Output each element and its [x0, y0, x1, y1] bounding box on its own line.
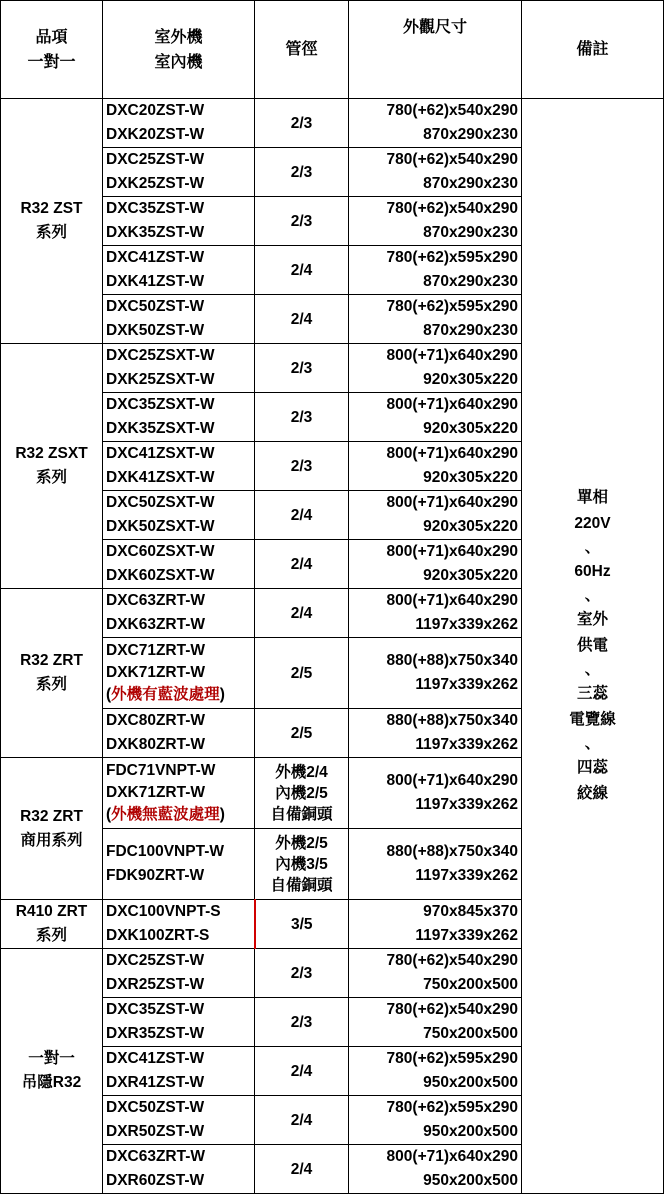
remark-line: 、	[584, 539, 601, 556]
category-label: R32 ZST	[20, 200, 83, 217]
dimensions-cell	[349, 949, 522, 998]
note-open-paren: (	[106, 806, 112, 823]
pipe-cell	[255, 344, 349, 393]
category-label: 一對一	[28, 1050, 75, 1067]
dimension-value: 920x305x220	[423, 567, 518, 584]
dimensions-cell	[349, 393, 522, 442]
pipe-size: 內機3/5	[275, 855, 328, 873]
dimension-value: 780(+62)x595x290	[386, 249, 518, 266]
remark-line: 220V	[574, 515, 611, 532]
pipe-size: 2/3	[290, 1013, 313, 1031]
pipe-cell	[255, 295, 349, 344]
model-name: DXC20ZST-W	[106, 102, 205, 119]
category-label: R32 ZSXT	[15, 445, 88, 462]
pipe-size: 自備銅頭	[270, 805, 333, 823]
model-note	[106, 684, 254, 706]
model-cell	[103, 758, 255, 829]
dimension-value: 920x305x220	[423, 469, 518, 486]
pipe-size: 2/3	[290, 408, 313, 426]
model-name: FDC71VNPT-W	[106, 762, 216, 779]
note-text: 外機無藍波處理	[111, 806, 220, 823]
note-text: 外機有藍波處理	[111, 686, 220, 703]
remark-line: 、	[584, 587, 601, 604]
dimension-value: 780(+62)x540x290	[386, 952, 518, 969]
remark-line: 60Hz	[574, 563, 611, 580]
model-cell	[103, 344, 255, 393]
model-name: DXC41ZST-W	[106, 1050, 205, 1067]
note-open-paren: (	[106, 686, 112, 703]
dimensions-cell	[349, 246, 522, 295]
model-cell	[103, 442, 255, 491]
dimension-value: 780(+62)x595x290	[386, 298, 518, 315]
pipe-size: 2/3	[290, 114, 313, 132]
model-name: DXR25ZST-W	[106, 976, 205, 993]
header-remarks: 備註	[522, 1, 664, 99]
dimension-value: 780(+62)x540x290	[386, 1001, 518, 1018]
dimension-value: 870x290x230	[423, 273, 518, 290]
dimensions-cell	[349, 1047, 522, 1096]
header-category-line: 一對一	[27, 53, 76, 71]
model-name: DXC25ZST-W	[106, 151, 205, 168]
model-cell	[103, 295, 255, 344]
pipe-size: 2/5	[290, 724, 313, 742]
pipe-size: 3/5	[290, 915, 313, 933]
dimension-value: 1197x339x262	[415, 736, 518, 753]
pipe-size: 2/4	[290, 555, 313, 573]
header-category-line: 品項	[35, 28, 68, 46]
dimensions-cell	[349, 99, 522, 148]
dimension-value: 950x200x500	[423, 1172, 518, 1189]
dimension-value: 870x290x230	[423, 175, 518, 192]
dimension-value: 780(+62)x540x290	[386, 151, 518, 168]
model-name: DXR50ZST-W	[106, 1123, 205, 1140]
dimension-value: 780(+62)x595x290	[386, 1099, 518, 1116]
header-model-line: 室內機	[154, 53, 203, 71]
model-cell	[103, 246, 255, 295]
remark-line: 絞線	[576, 785, 608, 802]
header-row	[1, 1, 664, 99]
dimension-value: 780(+62)x540x290	[386, 200, 518, 217]
pipe-size: 2/4	[290, 310, 313, 328]
model-cell	[103, 1145, 255, 1194]
pipe-cell	[255, 589, 349, 638]
dimension-value: 800(+71)x640x290	[386, 445, 518, 462]
category-cell	[1, 589, 103, 758]
pipe-cell	[255, 99, 349, 148]
pipe-cell	[255, 148, 349, 197]
model-cell	[103, 148, 255, 197]
pipe-cell	[255, 638, 349, 709]
model-name: DXC100VNPT-S	[106, 903, 221, 920]
dimension-value: 950x200x500	[423, 1074, 518, 1091]
model-name: DXK80ZRT-W	[106, 736, 206, 753]
dimension-value: 780(+62)x540x290	[386, 102, 518, 119]
remark-line: 單相	[576, 489, 608, 506]
model-cell	[103, 393, 255, 442]
pipe-cell	[255, 442, 349, 491]
model-name: DXK71ZRT-W	[106, 784, 206, 801]
dimension-value: 880(+88)x750x340	[386, 652, 518, 669]
category-label: R32 ZRT	[20, 652, 83, 669]
dimension-value: 870x290x230	[423, 224, 518, 241]
remark-line: 三蕊	[576, 685, 608, 702]
dimensions-cell	[349, 148, 522, 197]
model-name: DXC63ZRT-W	[106, 592, 206, 609]
pipe-cell	[255, 1096, 349, 1145]
model-cell	[103, 491, 255, 540]
category-label: R410 ZRT	[15, 903, 88, 920]
model-cell	[103, 540, 255, 589]
model-cell	[103, 998, 255, 1047]
model-name: DXK20ZST-W	[106, 126, 205, 143]
category-label: 商用系列	[20, 831, 83, 849]
dimension-value: 800(+71)x640x290	[386, 592, 518, 609]
dimension-value: 920x305x220	[423, 420, 518, 437]
pipe-cell	[255, 491, 349, 540]
remark-line: 供電	[576, 637, 608, 654]
pipe-size: 2/3	[290, 964, 313, 982]
model-name: DXC71ZRT-W	[106, 642, 206, 659]
model-name: DXC50ZST-W	[106, 1099, 205, 1116]
pipe-size: 內機2/5	[275, 784, 328, 802]
category-label: 系列	[35, 469, 67, 486]
category-label: 系列	[35, 676, 67, 693]
dimension-value: 880(+88)x750x340	[386, 712, 518, 729]
pipe-size: 自備銅頭	[270, 876, 333, 894]
dimensions-cell	[349, 998, 522, 1047]
dimensions-cell	[349, 829, 522, 900]
header-pipe: 管徑	[255, 1, 349, 99]
dimension-value: 1197x339x262	[415, 796, 518, 813]
model-name: DXK50ZST-W	[106, 322, 205, 339]
model-name: DXK50ZSXT-W	[106, 518, 215, 535]
dimensions-cell	[349, 344, 522, 393]
dimension-value: 1197x339x262	[415, 616, 518, 633]
model-name: DXC41ZST-W	[106, 249, 205, 266]
header-model-line: 室外機	[154, 28, 203, 46]
pipe-size: 2/3	[290, 457, 313, 475]
model-cell	[103, 709, 255, 758]
dimension-value: 1197x339x262	[415, 676, 518, 693]
model-name: DXR41ZST-W	[106, 1074, 205, 1091]
model-cell	[103, 1047, 255, 1096]
dimension-value: 800(+71)x640x290	[386, 494, 518, 511]
remark-line: 、	[584, 735, 601, 752]
model-name: DXR35ZST-W	[106, 1025, 205, 1042]
remark-line: 電覽線	[569, 711, 616, 728]
category-cell	[1, 949, 103, 1194]
dimension-value: 800(+71)x640x290	[386, 347, 518, 364]
dimension-value: 800(+71)x640x290	[386, 396, 518, 413]
model-name: DXK60ZSXT-W	[106, 567, 215, 584]
dimension-value: 800(+71)x640x290	[386, 1148, 518, 1165]
model-name: DXK25ZSXT-W	[106, 371, 215, 388]
pipe-cell	[255, 900, 349, 949]
pipe-cell	[255, 1145, 349, 1194]
model-name: DXK35ZST-W	[106, 224, 205, 241]
dimension-value: 920x305x220	[423, 371, 518, 388]
pipe-cell	[255, 197, 349, 246]
model-cell	[103, 197, 255, 246]
header-category	[1, 1, 103, 99]
pipe-size: 2/3	[290, 163, 313, 181]
dimensions-cell	[349, 638, 522, 709]
model-name: DXC80ZRT-W	[106, 712, 206, 729]
dimension-value: 800(+71)x640x290	[386, 772, 518, 789]
pipe-size: 2/4	[290, 1062, 313, 1080]
category-label: R32 ZRT	[20, 807, 83, 825]
pipe-cell	[255, 1047, 349, 1096]
table-row	[1, 99, 664, 148]
header-model	[103, 1, 255, 99]
dimension-value: 950x200x500	[423, 1123, 518, 1140]
pipe-cell	[255, 998, 349, 1047]
model-cell	[103, 99, 255, 148]
remark-line: 四蕊	[576, 759, 608, 776]
category-cell	[1, 99, 103, 344]
model-name: DXK25ZST-W	[106, 175, 205, 192]
model-name: DXC41ZSXT-W	[106, 445, 215, 462]
model-name: DXC35ZST-W	[106, 1001, 205, 1018]
dimension-value: 1197x339x262	[415, 867, 518, 884]
model-cell	[103, 900, 255, 949]
dimensions-cell	[349, 197, 522, 246]
dimensions-cell	[349, 709, 522, 758]
dimensions-cell	[349, 1096, 522, 1145]
category-cell	[1, 344, 103, 589]
pipe-size: 2/4	[290, 506, 313, 524]
model-cell	[103, 949, 255, 998]
pipe-size: 2/4	[290, 604, 313, 622]
pipe-size: 2/4	[290, 1111, 313, 1129]
remarks-cell	[522, 99, 664, 1194]
pipe-size: 2/5	[290, 664, 313, 682]
dimensions-cell	[349, 491, 522, 540]
table-body	[1, 99, 664, 1194]
remark-line: 、	[584, 661, 601, 678]
model-name: DXC63ZRT-W	[106, 1148, 206, 1165]
model-name: FDC100VNPT-W	[106, 843, 224, 860]
dimension-value: 870x290x230	[423, 322, 518, 339]
model-name: DXC25ZST-W	[106, 952, 205, 969]
model-name: DXC50ZST-W	[106, 298, 205, 315]
header-dimensions: 外觀尺寸	[349, 1, 522, 99]
model-name: DXK41ZSXT-W	[106, 469, 215, 486]
dimension-value: 970x845x370	[423, 903, 518, 920]
dimensions-cell	[349, 295, 522, 344]
pipe-size: 2/3	[290, 359, 313, 377]
dimension-value: 1197x339x262	[415, 927, 518, 944]
model-name: DXC35ZST-W	[106, 200, 205, 217]
model-name: DXC50ZSXT-W	[106, 494, 215, 511]
pipe-size: 2/4	[290, 1160, 313, 1178]
model-note	[106, 804, 254, 826]
model-cell	[103, 589, 255, 638]
note-close-paren: )	[219, 686, 225, 703]
pipe-cell	[255, 829, 349, 900]
dimensions-cell	[349, 589, 522, 638]
model-name: DXK63ZRT-W	[106, 616, 206, 633]
pipe-cell	[255, 393, 349, 442]
dimension-value: 800(+71)x640x290	[386, 543, 518, 560]
pipe-size: 外機2/4	[275, 763, 328, 781]
dimensions-cell	[349, 758, 522, 829]
model-cell	[103, 829, 255, 900]
model-cell	[103, 638, 255, 709]
model-name: DXK100ZRT-S	[106, 927, 210, 944]
note-close-paren: )	[219, 806, 225, 823]
pipe-cell	[255, 758, 349, 829]
model-name: DXC35ZSXT-W	[106, 396, 215, 413]
model-cell	[103, 1096, 255, 1145]
dimension-value: 880(+88)x750x340	[386, 843, 518, 860]
pipe-cell	[255, 709, 349, 758]
pipe-cell	[255, 246, 349, 295]
pipe-cell	[255, 540, 349, 589]
model-name: DXC25ZSXT-W	[106, 347, 215, 364]
dimension-value: 780(+62)x595x290	[386, 1050, 518, 1067]
model-name: FDK90ZRT-W	[106, 867, 205, 884]
model-name: DXR60ZST-W	[106, 1172, 205, 1189]
remark-line: 室外	[576, 611, 608, 628]
model-name: DXK35ZSXT-W	[106, 420, 215, 437]
category-label: 系列	[35, 927, 67, 944]
dimensions-cell	[349, 1145, 522, 1194]
category-cell	[1, 900, 103, 949]
model-name: DXK41ZST-W	[106, 273, 205, 290]
dimension-value: 920x305x220	[423, 518, 518, 535]
pipe-size: 外機2/5	[275, 834, 328, 852]
dimensions-cell	[349, 442, 522, 491]
model-name: DXK71ZRT-W	[106, 664, 206, 681]
pipe-size: 2/3	[290, 212, 313, 230]
model-name: DXC60ZSXT-W	[106, 543, 215, 560]
dimension-value: 750x200x500	[423, 976, 518, 993]
category-label: 吊隱R32	[21, 1074, 82, 1091]
dimension-value: 750x200x500	[423, 1025, 518, 1042]
dimension-value: 870x290x230	[423, 126, 518, 143]
pipe-cell	[255, 949, 349, 998]
dimensions-cell	[349, 900, 522, 949]
dimensions-cell	[349, 540, 522, 589]
category-cell	[1, 758, 103, 900]
pipe-size: 2/4	[290, 261, 313, 279]
category-label: 系列	[35, 224, 67, 241]
